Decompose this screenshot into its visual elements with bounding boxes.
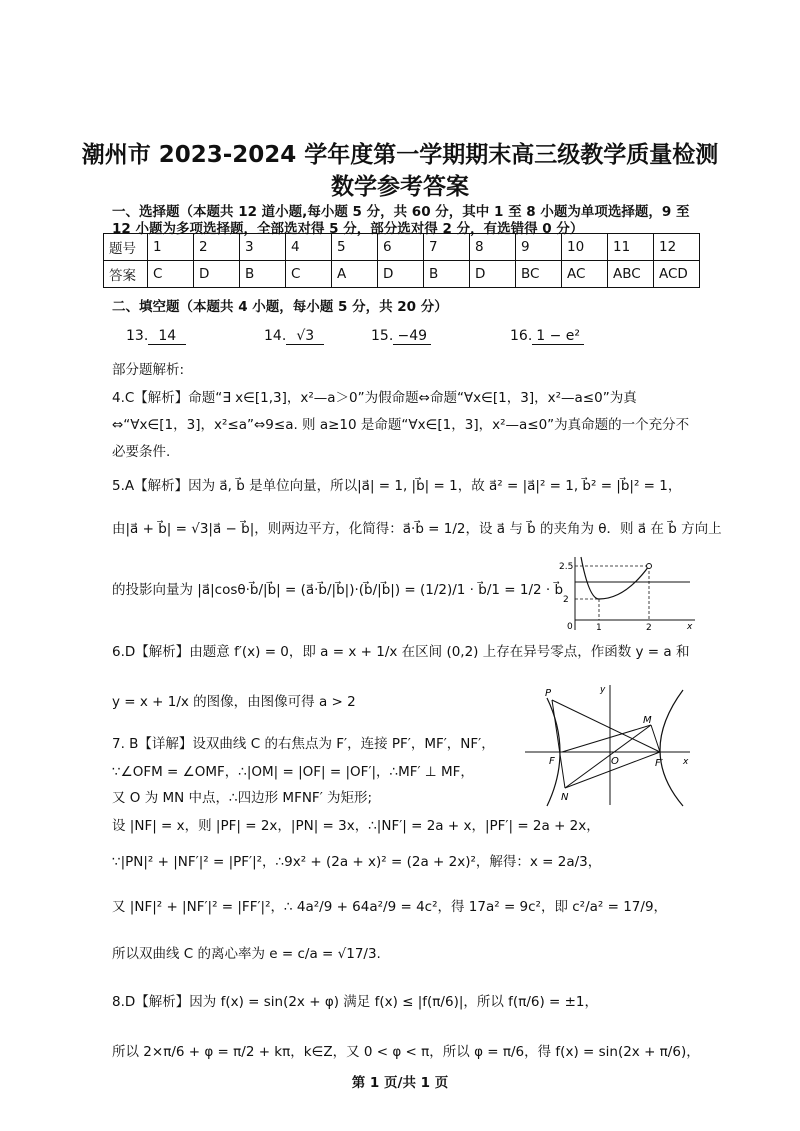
section1-heading-line2: 12 小题为多项选择题，全部选对得 5 分，部分选对得 2 分，有选错得 0 分） — [112, 221, 584, 237]
point-label-P: P — [545, 688, 552, 699]
section1-heading-line1: 一、选择题（本题共 12 道小题,每小题 5 分，共 60 分，其中 1 至 8 小题为单项选择题，9 至 — [112, 204, 690, 220]
segment-NM — [565, 725, 651, 788]
point-label-F-prime: F′ — [655, 758, 664, 769]
fill-number: 15. — [371, 328, 394, 344]
fill-answer: 1 − e² — [532, 328, 584, 345]
x-tick-label: 1 — [596, 623, 602, 633]
page-title: 潮州市 2023-2024 学年度第一学期期末高三级教学质量检测 — [81, 142, 719, 168]
y-tick-label: 2.5 — [559, 562, 574, 572]
y-axis-label: y — [600, 685, 606, 695]
row-label-number: 题号 — [104, 234, 148, 261]
table-cell: 3 — [240, 234, 286, 261]
fill-item-15 — [371, 328, 431, 345]
table-cell: 12 — [654, 234, 700, 261]
table-cell: ABC — [608, 261, 654, 288]
q5-line2: 由|a⃗ + b⃗| = √3|a⃗ − b⃗|，则两边平方，化简得：a⃗·b⃗ = 1/2，设 a⃗ 与 b⃗ 的夹角为 θ．则 a⃗ 在 b⃗ 方向上 — [112, 521, 722, 537]
q8-line1: 8.D【解析】因为 f(x) = sin(2x + φ) 满足 f(x) ≤ |f(π/6)|，所以 f(π/6) = ±1， — [112, 994, 599, 1010]
x-axis-label: x — [687, 622, 693, 632]
table-cell: 9 — [516, 234, 562, 261]
table-cell: 8 — [470, 234, 516, 261]
q4-line1: 4.C【解析】命题“∃ x∈[1,3]，x²—a＞0”为假命题⇔命题“∀x∈[1，3]，x²—a≤0”为真 — [112, 390, 637, 406]
y-tick-label: 2 — [563, 595, 569, 605]
fill-item-14 — [264, 328, 324, 345]
q5-line1: 5.A【解析】因为 a⃗, b⃗ 是单位向量，所以|a⃗| = 1, |b⃗| = 1，故 a⃗² = |a⃗|² = 1, b⃗² = |b⃗|² = 1， — [112, 478, 682, 494]
table-cell: 11 — [608, 234, 654, 261]
segment-FM — [562, 725, 651, 752]
point-label-M: M — [643, 715, 652, 726]
point-label-F: F — [549, 756, 555, 767]
fill-answer: √3 — [286, 328, 324, 345]
table-cell: 1 — [148, 234, 194, 261]
q7-line3: 又 O 为 MN 中点，∴四边形 MFNF′ 为矩形; — [112, 790, 373, 806]
table-row-answers — [104, 261, 700, 288]
q7-line2: ∵∠OFM = ∠OMF，∴|OM| = |OF| = |OF′|，∴MF′ ⊥ MF， — [112, 764, 474, 780]
page-subtitle: 数学参考答案 — [331, 174, 469, 200]
table-cell: 2 — [194, 234, 240, 261]
hyperbola-figure — [525, 680, 700, 810]
q8-line2: 所以 2×π/6 + φ = π/2 + kπ，k∈Z，又 0 < φ < π，所以 φ = π/6，得 f(x) = sin(2x + π/6)， — [112, 1044, 700, 1060]
table-cell: D — [194, 261, 240, 288]
curve-x-plus-1-over-x — [581, 557, 649, 599]
origin-label: 0 — [567, 622, 573, 632]
q7-line7: 所以双曲线 C 的离心率为 e = c/a = √17/3. — [112, 946, 381, 962]
table-cell: A — [332, 261, 378, 288]
hyperbola-right-branch — [660, 690, 683, 806]
x-tick-label: 2 — [646, 623, 652, 633]
table-cell: D — [378, 261, 424, 288]
row-label-answer: 答案 — [104, 261, 148, 288]
open-endpoint — [647, 564, 652, 569]
analysis-intro: 部分题解析: — [112, 362, 185, 378]
q6-line2: y = x + 1/x 的图像，由图像可得 a > 2 — [112, 694, 356, 710]
table-cell: 7 — [424, 234, 470, 261]
fill-number: 16. — [510, 328, 533, 344]
section2-heading: 二、填空题（本题共 4 小题，每小题 5 分，共 20 分） — [112, 299, 448, 315]
q5-line3: 的投影向量为 |a⃗|cosθ·b⃗/|b⃗| = (a⃗·b⃗/|b⃗|)·(b⃗/|b⃗|) = (1/2)/1 · b⃗/1 = 1/2 · b⃗ — [112, 582, 564, 598]
segment-PN — [552, 700, 565, 788]
function-graph-figure — [545, 555, 700, 635]
table-cell: 10 — [562, 234, 608, 261]
fill-number: 14. — [264, 328, 287, 344]
table-cell: 5 — [332, 234, 378, 261]
table-row-numbers — [104, 234, 700, 261]
fill-number: 13. — [126, 328, 149, 344]
fill-item-13 — [126, 328, 186, 345]
q4-line3: 必要条件. — [112, 444, 171, 460]
fill-item-16 — [510, 328, 584, 345]
table-cell: AC — [562, 261, 608, 288]
table-cell: BC — [516, 261, 562, 288]
q6-line1: 6.D【解析】由题意 f′(x) = 0，即 a = x + 1/x 在区间 (0,2) 上存在异号零点，作函数 y = a 和 — [112, 644, 690, 660]
fill-answer: −49 — [393, 328, 431, 345]
segment-PF2 — [552, 700, 660, 752]
point-label-O: O — [611, 756, 619, 767]
q7-line5: ∵|PN|² + |NF′|² = |PF′|²，∴9x² + (2a + x)² = (2a + 2x)²，解得：x = 2a/3， — [112, 854, 602, 870]
x-axis-label: x — [683, 757, 689, 767]
table-cell: B — [240, 261, 286, 288]
table-cell: B — [424, 261, 470, 288]
q7-line6: 又 |NF|² + |NF′|² = |FF′|²，∴ 4a²/9 + 64a²/9 = 4c²，得 17a² = 9c²，即 c²/a² = 17/9， — [112, 899, 668, 915]
page-footer: 第 1 页/共 1 页 — [351, 1075, 449, 1091]
answer-table — [103, 233, 700, 288]
table-cell: ACD — [654, 261, 700, 288]
table-cell: C — [148, 261, 194, 288]
fill-answer: 14 — [148, 328, 186, 345]
q7-line1: 7. B【详解】设双曲线 C 的右焦点为 F′，连接 PF′，MF′，NF′， — [112, 736, 495, 752]
table-cell: D — [470, 261, 516, 288]
q4-line2: ⇔“∀x∈[1，3]，x²≤a”⇔9≤a. 则 a≥10 是命题“∀x∈[1，3]，x²—a≤0”为真命题的一个充分不 — [112, 417, 690, 433]
table-cell: C — [286, 261, 332, 288]
point-label-N: N — [561, 792, 569, 803]
table-cell: 6 — [378, 234, 424, 261]
table-cell: 4 — [286, 234, 332, 261]
q7-line4: 设 |NF| = x，则 |PF| = 2x，|PN| = 3x，∴|NF′| = 2a + x，|PF′| = 2a + 2x， — [112, 818, 600, 834]
